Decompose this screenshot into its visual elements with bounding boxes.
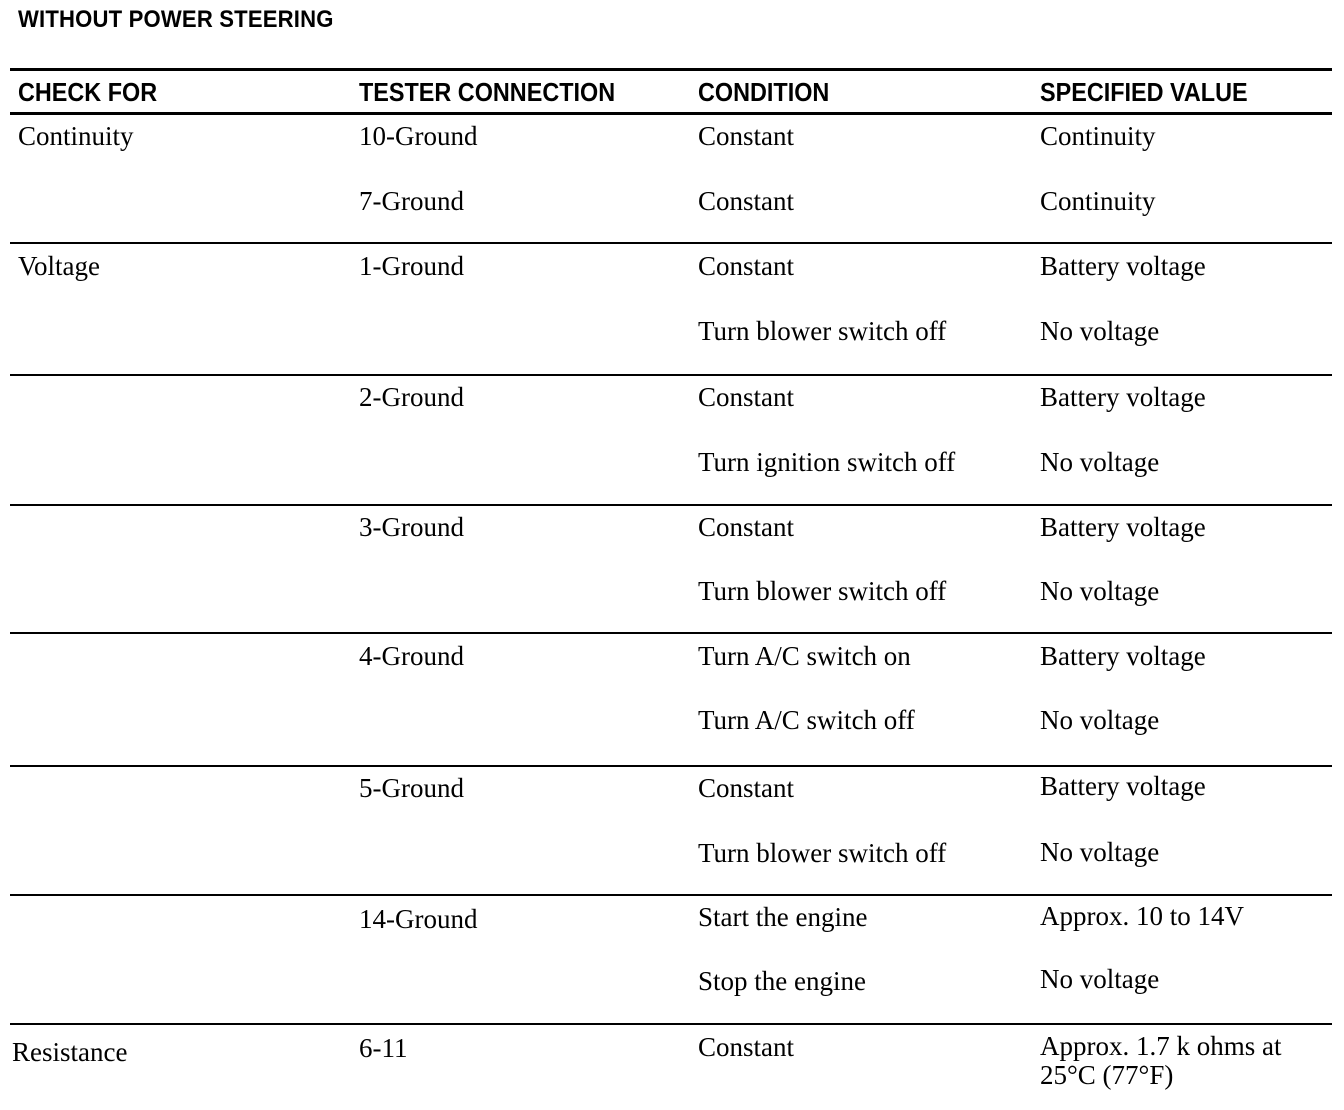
cell-value: Approx. 10 to 14V [1040,901,1244,931]
cell-value: No voltage [1040,705,1160,735]
group-separator [10,504,1332,506]
cell-value: Continuity [1040,186,1156,216]
cell-tester: 4-Ground [359,641,464,671]
cell-condition: Constant [698,382,795,412]
cell-tester: 14-Ground [359,904,478,934]
cell-value: No voltage [1040,576,1160,606]
group-separator [10,632,1332,634]
group-separator [10,894,1332,896]
cell-check-for: Continuity [18,121,134,151]
cell-condition: Turn ignition switch off [698,447,956,477]
cell-value: Battery voltage [1040,512,1206,542]
cell-condition: Constant [698,251,795,281]
cell-value: No voltage [1040,837,1160,867]
cell-condition: Stop the engine [698,966,866,996]
cell-tester: 3-Ground [359,512,464,542]
cell-condition: Turn A/C switch off [698,705,915,735]
cell-value: Battery voltage [1040,641,1206,671]
cell-tester: 6-11 [359,1033,408,1063]
cell-value: Battery voltage [1040,251,1206,281]
header-bottom-rule [10,112,1332,115]
cell-condition: Constant [698,186,795,216]
cell-value: No voltage [1040,447,1160,477]
cell-tester: 7-Ground [359,186,464,216]
cell-condition: Turn blower switch off [698,576,947,606]
header-condition: CONDITION [698,77,830,107]
group-separator [10,374,1332,376]
header-tester-connection: TESTER CONNECTION [359,77,616,107]
header-check-for: CHECK FOR [18,77,158,107]
header-top-rule [10,68,1332,71]
cell-condition: Constant [698,773,795,803]
cell-value: No voltage [1040,316,1160,346]
cell-tester: 2-Ground [359,382,464,412]
cell-condition: Turn blower switch off [698,838,947,868]
cell-check-for: Voltage [18,251,100,281]
cell-tester: 1-Ground [359,251,464,281]
cell-condition: Turn A/C switch on [698,641,911,671]
cell-value: Battery voltage [1040,771,1206,801]
header-specified-value: SPECIFIED VALUE [1040,77,1248,107]
page-title: WITHOUT POWER STEERING [18,6,334,33]
group-separator [10,765,1332,767]
cell-condition: Start the engine [698,902,868,932]
cell-condition: Constant [698,121,795,151]
group-separator [10,1023,1332,1025]
cell-value: Battery voltage [1040,382,1206,412]
cell-tester: 5-Ground [359,773,464,803]
cell-tester: 10-Ground [359,121,478,151]
cell-condition: Constant [698,1032,795,1062]
cell-value: Approx. 1.7 k ohms at 25°C (77°F) [1040,1031,1282,1091]
group-separator [10,242,1332,244]
cell-value: No voltage [1040,964,1160,994]
cell-condition: Turn blower switch off [698,316,947,346]
cell-check-for: Resistance [12,1037,128,1067]
cell-condition: Constant [698,512,795,542]
cell-value: Continuity [1040,121,1156,151]
